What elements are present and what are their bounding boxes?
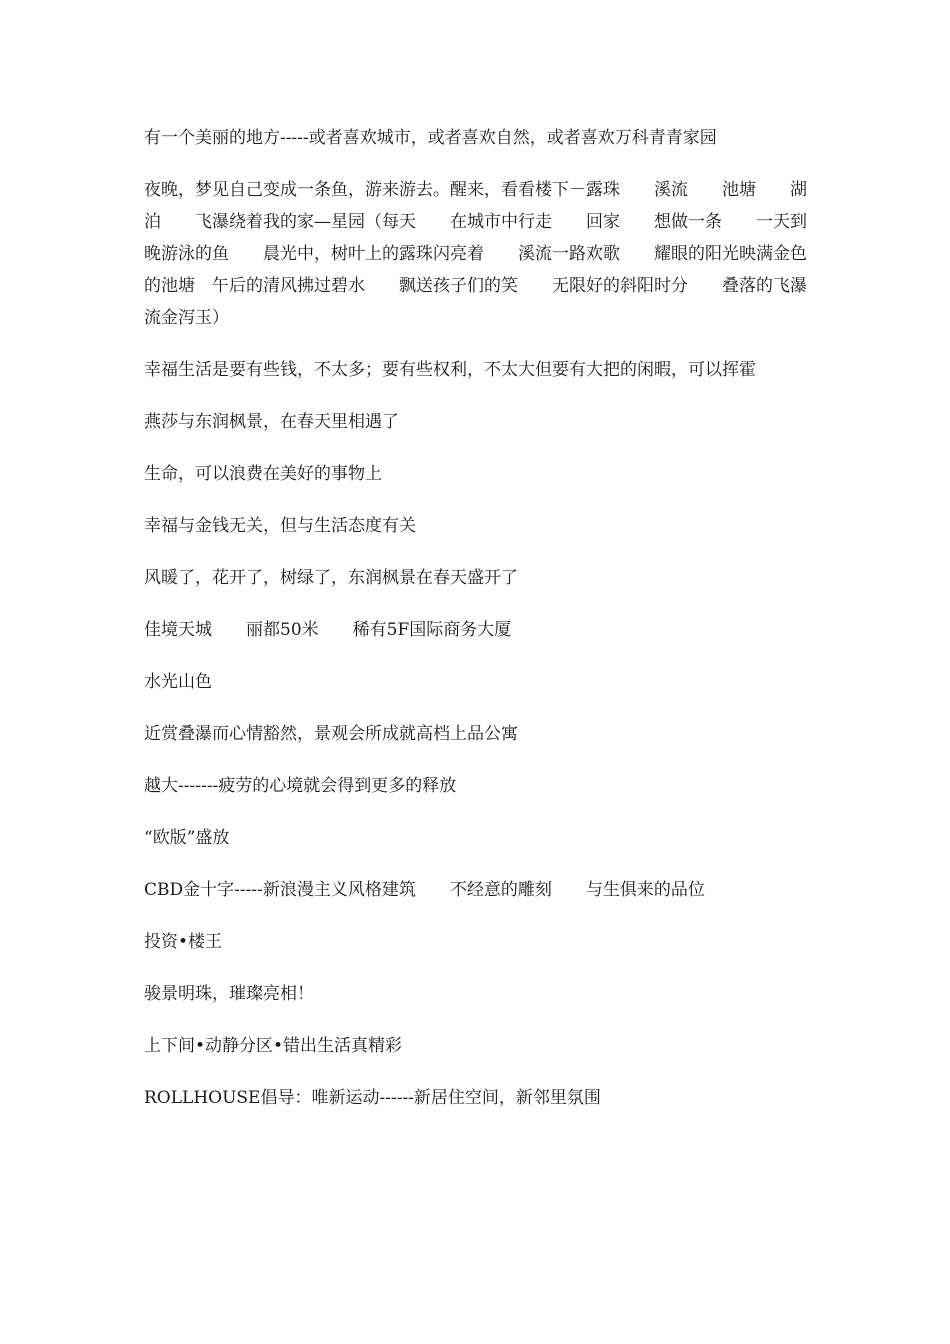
paragraph-2: 夜晚，梦见自己变成一条鱼，游来游去。醒来，看看楼下－露珠 溪流 池塘 湖泊 飞瀑绕着我的家—星园（每天 在城市中行走 回家 想做一条 一天到晚游泳的鱼 晨光中，树叶上的露珠闪亮着 溪流一路欢歌 耀眼的阳光映满金色的池塘 午后的清风拂过碧水 飘送孩子们的笑 无限好的斜阳时分 叠落的飞瀑流金泻玉） — [144, 180, 807, 328]
document-body — [144, 122, 814, 1134]
paragraph-15: 骏景明珠，璀璨亮相！ — [144, 984, 314, 1004]
paragraph-5: 生命，可以浪费在美好的事物上 — [144, 464, 382, 484]
paragraph-6: 幸福与金钱无关，但与生活态度有关 — [144, 516, 416, 536]
paragraph-17: ROLLHOUSE倡导：唯新运动------新居住空间，新邻里氛围 — [144, 1088, 601, 1108]
paragraph-9: 水光山色 — [144, 672, 212, 692]
paragraph-8: 佳境天城 丽都50米 稀有5F国际商务大厦 — [144, 620, 512, 640]
paragraph-12: “欧版”盛放 — [144, 828, 230, 848]
paragraph-14: 投资•楼王 — [144, 932, 223, 952]
paragraph-7: 风暖了，花开了，树绿了，东润枫景在春天盛开了 — [144, 568, 518, 588]
paragraph-10: 近赏叠瀑而心情豁然，景观会所成就高档上品公寓 — [144, 724, 518, 744]
paragraph-3: 幸福生活是要有些钱，不太多；要有些权利，不太大但要有大把的闲暇，可以挥霍 — [144, 360, 756, 380]
paragraph-1: 有一个美丽的地方-----或者喜欢城市，或者喜欢自然，或者喜欢万科青青家园 — [144, 128, 717, 148]
paragraph-13: CBD金十字-----新浪漫主义风格建筑 不经意的雕刻 与生俱来的品位 — [144, 880, 705, 900]
paragraph-11: 越大-------疲劳的心境就会得到更多的释放 — [144, 776, 457, 796]
paragraph-16: 上下间•动静分区•错出生活真精彩 — [144, 1036, 403, 1056]
paragraph-4: 燕莎与东润枫景，在春天里相遇了 — [144, 412, 399, 432]
